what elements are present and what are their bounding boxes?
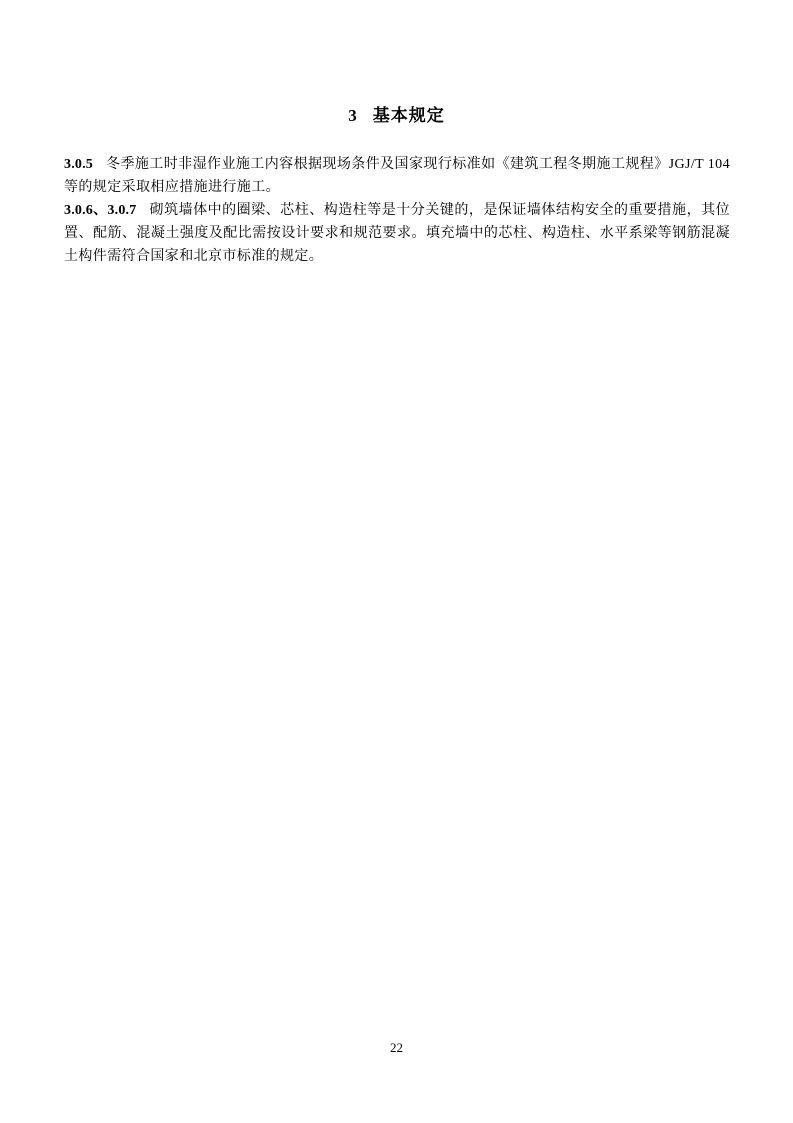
paragraph-clause-3-0-5 — [64, 153, 730, 199]
clause-number: 3.0.5 — [64, 157, 93, 172]
clause-text: 冬季施工时非湿作业施工内容根据现场条件及国家现行标准如《建筑工程冬期施工规程》JGJ/T 104 等的规定采取相应措施进行施工。 — [64, 157, 730, 195]
clause-number: 3.0.6、3.0.7 — [64, 203, 137, 218]
page-number: 22 — [390, 1040, 403, 1055]
paragraph-clause-3-0-6-3-0-7 — [64, 199, 730, 268]
chapter-title: 基本规定 — [372, 106, 445, 125]
chapter-number: 3 — [348, 106, 358, 125]
document-body — [64, 153, 730, 268]
page-title — [0, 0, 793, 128]
clause-text: 砌筑墙体中的圈梁、芯柱、构造柱等是十分关键的，是保证墙体结构安全的重要措施，其位置、配筋、混凝土强度及配比需按设计要求和规范要求。填充墙中的芯柱、构造柱、水平系梁等钢筋混凝土构件需符合国家和北京市标准的规定。 — [64, 203, 731, 264]
